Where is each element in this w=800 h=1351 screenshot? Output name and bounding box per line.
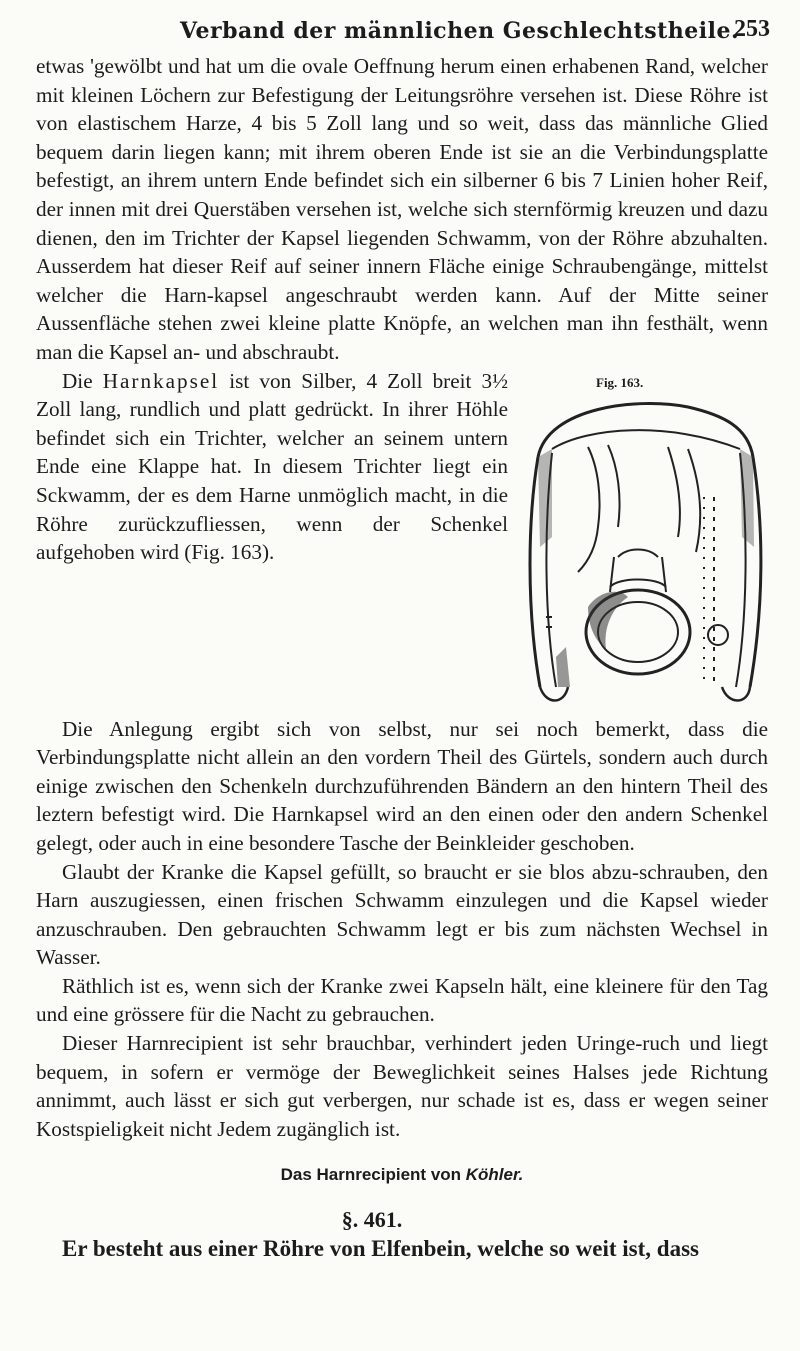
paragraph-3: Die Anlegung ergibt sich von selbst, nur sei noch bemerkt, dass die Verbindungsplatte nicht allein an den vordern Theil des Gürtels, sondern auch durch einige zwischen den Schenkeln durchzuführenden Bändern an den hintern Theil des leztern befestigt wird. Die Harnkapsel wird an den einen oder den andern Schenkel gelegt, oder auch in eine besondere Tasche der Beinkleider geschoben. (36, 716, 768, 855)
paragraph-2-text: ist von Silber, 4 Zoll breit 3½ Zoll lang, rundlich und platt gedrückt. In ihrer Höhle befindet sich ein Trichter, welcher an seinem untern Ende eine Klappe hat. In diesem Trichter liegt ein Sckwamm, der es dem Harne unmöglich macht, in die Röhre zurückzufliessen, wenn der Schenkel aufgehoben wird (Fig. 163). (36, 368, 508, 565)
continuation-line: Er besteht aus einer Röhre von Elfenbein, welche so weit ist, dass (62, 1235, 699, 1261)
caption-text: Das Harnrecipient von (280, 1165, 466, 1185)
urine-receptacle-illustration (518, 387, 768, 712)
paragraph-4: Glaubt der Kranke die Kapsel gefüllt, so braucht er sie blos abzu-schrauben, den Harn auszugiessen, einen frischen Schwamm einzulegen und die Kapsel wieder anzuschrauben. Den gebrauchten Schwamm legt er bis zum nächsten Wechsel in Wasser. (36, 859, 768, 970)
running-head: Verband der männlichen Geschlechtstheile. (180, 18, 740, 44)
subsection-caption (36, 1161, 768, 1190)
page-header (0, 12, 800, 50)
term-harnkapsel: Harnkapsel (102, 368, 220, 393)
figure-label: Fig. 163. (596, 374, 644, 390)
figure-wrap-region (36, 52, 768, 715)
paragraph-6: Dieser Harnrecipient ist sehr brauchbar, verhindert jeden Uringe-ruch und liegt bequem, in sofern er vermöge der Beweglichkeit seines Halses jede Richtung annimmt, auch lässt er sich gut verbergen, nur schade ist es, dass er wegen seiner Kostspieligkeit nicht Jedem zugänglich ist. (36, 1031, 768, 1141)
figure-163 (518, 369, 768, 715)
paragraph-1 (36, 52, 768, 367)
body-text (36, 52, 768, 1263)
section-number: §. 461. (341, 1207, 403, 1233)
paragraph-1-text: etwas 'gewölbt und hat um die ovale Oeffnung herum einen erhabenen Rand, welcher mit kleinen Löchern zur Befestigung der Leitungsröhre versehen ist. Diese Röhre ist von elastischem Harze, 4 bis 5 Zoll lang und so weit, dass das männliche Glied bequem darin liegen kann; mit ihrem oberen Ende ist sie an die Verbindungsplatte befestigt, an ihrem untern Ende befindet sich ein silberner 6 bis 7 Linien hoher Reif, der innen mit drei Querstäben versehen ist, welche sich sternförmig kreuzen und dazu dienen, den im Trichter der Kapsel liegenden Schwamm, von der Röhre abzuhalten. Ausserdem hat dieser Reif auf seiner innern Fläche einige Schraubengänge, mittelst welcher die Harn-kapsel angeschraubt werden kann. Auf der Mitte seiner Aussenfläche stehen zwei kleine platte Knöpfe, an welchen man ihn festhält, wenn man die Kapsel an- und abschraubt. (36, 54, 768, 364)
page-number: 253 (734, 16, 770, 42)
caption-author: Köhler. (465, 1165, 524, 1185)
paragraph-2-lead: Die (62, 368, 103, 393)
paragraph-5: Räthlich ist es, wenn sich der Kranke zwei Kapseln hält, eine kleinere für den Tag und eine grössere für die Nacht zu gebrauchen. (36, 973, 768, 1027)
